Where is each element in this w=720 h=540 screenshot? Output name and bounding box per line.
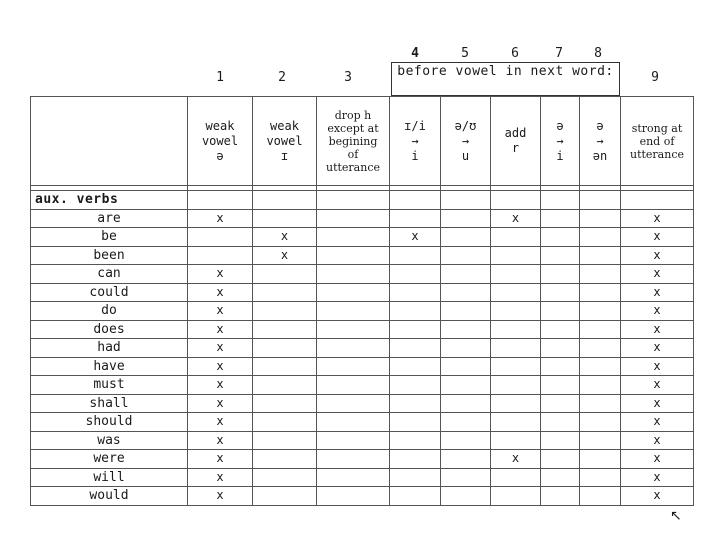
mark-cell-c3 <box>317 376 390 395</box>
mark-cell-c3 <box>317 209 390 228</box>
mark-cell-c8 <box>580 413 621 432</box>
verb-cell: do <box>31 302 188 321</box>
mark-cell-c6 <box>491 357 541 376</box>
mark-cell-c8 <box>580 283 621 302</box>
mark-cell-c1 <box>188 228 253 247</box>
mark-cell-c2 <box>253 450 317 469</box>
verb-cell: was <box>31 431 188 450</box>
mark-cell-c9: x <box>621 487 694 506</box>
mark-cell-c9: x <box>621 339 694 358</box>
header-c7 <box>541 97 580 186</box>
header-c9 <box>621 97 694 186</box>
mark-cell-c3 <box>317 246 390 265</box>
header-line: vowel <box>266 133 303 148</box>
verb-cell: were <box>31 450 188 469</box>
table-row <box>31 487 694 506</box>
header-line: utterance <box>325 160 380 174</box>
header-c2 <box>253 97 317 186</box>
mark-cell-c4 <box>390 283 441 302</box>
mark-cell-c9: x <box>621 431 694 450</box>
mark-cell-c3 <box>317 431 390 450</box>
mark-cell-c3 <box>317 283 390 302</box>
table-row <box>31 265 694 284</box>
mark-cell-c7 <box>541 209 580 228</box>
table-row <box>31 394 694 413</box>
header-line: i <box>556 148 564 163</box>
mark-cell-c5 <box>441 265 491 284</box>
mark-cell-c7 <box>541 283 580 302</box>
verb-cell: must <box>31 376 188 395</box>
mark-cell-c3 <box>317 394 390 413</box>
table-row <box>31 283 694 302</box>
mark-cell-c7 <box>541 394 580 413</box>
mark-cell-c7 <box>541 265 580 284</box>
table-row <box>31 339 694 358</box>
header-row <box>31 97 694 186</box>
column-number-3: 3 <box>344 70 352 85</box>
mark-cell-c4 <box>390 413 441 432</box>
header-line: ə/ʊ <box>454 118 477 133</box>
mark-cell-c1: x <box>188 320 253 339</box>
mark-cell-c1: x <box>188 357 253 376</box>
mark-cell-c2 <box>253 283 317 302</box>
mark-cell-c6 <box>491 394 541 413</box>
header-line: end of <box>639 134 675 148</box>
mark-cell-c3 <box>317 413 390 432</box>
mark-cell-c3 <box>317 339 390 358</box>
column-number-9: 9 <box>651 70 659 85</box>
verb-cell: will <box>31 468 188 487</box>
mark-cell-c3 <box>317 487 390 506</box>
mark-cell-c6: x <box>491 450 541 469</box>
mark-cell-c7 <box>541 450 580 469</box>
header-line: → <box>556 133 564 148</box>
header-c5 <box>441 97 491 186</box>
header-line: → <box>411 133 419 148</box>
mark-cell-c3 <box>317 357 390 376</box>
header-c4 <box>390 97 441 186</box>
header-c1 <box>188 97 253 186</box>
header-blank <box>31 97 188 186</box>
column-number-2: 2 <box>278 70 286 85</box>
mark-cell-c1: x <box>188 339 253 358</box>
mark-cell-c2 <box>253 302 317 321</box>
mark-cell-c2 <box>253 339 317 358</box>
header-line: drop h <box>334 108 372 122</box>
mark-cell-c7 <box>541 228 580 247</box>
mark-cell-c5 <box>441 283 491 302</box>
mark-cell-c4 <box>390 209 441 228</box>
column-number-6: 6 <box>511 46 519 61</box>
header-line: → <box>461 133 470 148</box>
mark-cell-c2 <box>253 320 317 339</box>
verb-cell: could <box>31 283 188 302</box>
mark-cell-c8 <box>580 320 621 339</box>
mark-cell-c9: x <box>621 394 694 413</box>
mark-cell-c8 <box>580 376 621 395</box>
header-line: of <box>347 147 359 161</box>
mark-cell-c6 <box>491 246 541 265</box>
header-c6 <box>491 97 541 186</box>
mark-cell-c9: x <box>621 413 694 432</box>
mark-cell-c5 <box>441 468 491 487</box>
mark-cell-c1: x <box>188 431 253 450</box>
verb-cell: would <box>31 487 188 506</box>
column-number-1: 1 <box>216 70 224 85</box>
mark-cell-c8 <box>580 357 621 376</box>
mark-cell-c1: x <box>188 283 253 302</box>
mark-cell-c4 <box>390 265 441 284</box>
header-line: except at <box>327 121 379 135</box>
mark-cell-c6 <box>491 487 541 506</box>
section-row <box>31 191 694 210</box>
table-row <box>31 376 694 395</box>
mark-cell-c3 <box>317 468 390 487</box>
mark-cell-c6 <box>491 320 541 339</box>
table-row <box>31 246 694 265</box>
mark-cell-c4 <box>390 487 441 506</box>
mark-cell-c9: x <box>621 209 694 228</box>
mark-cell-c4: x <box>390 228 441 247</box>
mark-cell-c9: x <box>621 468 694 487</box>
mark-cell-c4 <box>390 468 441 487</box>
header-line: add <box>504 126 527 140</box>
table-row <box>31 320 694 339</box>
mark-cell-c1: x <box>188 209 253 228</box>
verb-cell: be <box>31 228 188 247</box>
verb-cell: does <box>31 320 188 339</box>
mark-cell-c1: x <box>188 468 253 487</box>
table-row <box>31 468 694 487</box>
mark-cell-c8 <box>580 228 621 247</box>
mark-cell-c7 <box>541 468 580 487</box>
mark-cell-c1: x <box>188 376 253 395</box>
mark-cell-c4 <box>390 320 441 339</box>
header-line: ɪ <box>280 148 289 163</box>
verb-cell: are <box>31 209 188 228</box>
mark-cell-c5 <box>441 320 491 339</box>
mark-cell-c5 <box>441 431 491 450</box>
mark-cell-c5 <box>441 228 491 247</box>
mark-cell-c2 <box>253 357 317 376</box>
mark-cell-c9: x <box>621 450 694 469</box>
verb-cell: had <box>31 339 188 358</box>
mark-cell-c5 <box>441 209 491 228</box>
mark-cell-c9: x <box>621 357 694 376</box>
mark-cell-c6 <box>491 431 541 450</box>
verb-cell: can <box>31 265 188 284</box>
mark-cell-c8 <box>580 246 621 265</box>
mark-cell-c2 <box>253 265 317 284</box>
mark-cell-c1: x <box>188 394 253 413</box>
table-row <box>31 431 694 450</box>
mark-cell-c9: x <box>621 246 694 265</box>
mark-cell-c3 <box>317 320 390 339</box>
header-line: strong at <box>631 121 683 135</box>
mark-cell-c9: x <box>621 265 694 284</box>
mark-cell-c2 <box>253 376 317 395</box>
header-c8 <box>580 97 621 186</box>
mark-cell-c1: x <box>188 302 253 321</box>
header-line: u <box>461 148 470 163</box>
mark-cell-c6 <box>491 468 541 487</box>
mark-cell-c6 <box>491 413 541 432</box>
mark-cell-c3 <box>317 228 390 247</box>
group-header-label: before vowel in next word: <box>397 64 614 79</box>
mark-cell-c3 <box>317 450 390 469</box>
mark-cell-c2: x <box>253 246 317 265</box>
mark-cell-c2 <box>253 209 317 228</box>
mark-cell-c2 <box>253 431 317 450</box>
mark-cell-c5 <box>441 339 491 358</box>
header-c3 <box>317 97 390 186</box>
mark-cell-c6 <box>491 302 541 321</box>
mark-cell-c7 <box>541 487 580 506</box>
mark-cell-c9: x <box>621 283 694 302</box>
mouse-cursor-icon: ↖ <box>670 508 682 524</box>
mark-cell-c8 <box>580 209 621 228</box>
mark-cell-c8 <box>580 450 621 469</box>
table-row <box>31 302 694 321</box>
mark-cell-c4 <box>390 450 441 469</box>
mark-cell-c4 <box>390 339 441 358</box>
mark-cell-c4 <box>390 302 441 321</box>
mark-cell-c7 <box>541 413 580 432</box>
header-line: i <box>411 148 419 163</box>
mark-cell-c5 <box>441 357 491 376</box>
mark-cell-c6 <box>491 376 541 395</box>
mark-cell-c8 <box>580 265 621 284</box>
mark-cell-c1: x <box>188 450 253 469</box>
table-row <box>31 413 694 432</box>
table-row <box>31 209 694 228</box>
mark-cell-c5 <box>441 413 491 432</box>
table-row <box>31 228 694 247</box>
header-line: weak <box>270 118 299 133</box>
mark-cell-c7 <box>541 376 580 395</box>
mark-cell-c8 <box>580 394 621 413</box>
mark-cell-c2 <box>253 487 317 506</box>
mark-cell-c6 <box>491 339 541 358</box>
mark-cell-c1 <box>188 246 253 265</box>
mark-cell-c3 <box>317 265 390 284</box>
header-line: ɪ/i <box>404 118 426 133</box>
mark-cell-c4 <box>390 394 441 413</box>
mark-cell-c6 <box>491 265 541 284</box>
mark-cell-c4 <box>390 357 441 376</box>
mark-cell-c6 <box>491 283 541 302</box>
mark-cell-c8 <box>580 487 621 506</box>
mark-cell-c3 <box>317 302 390 321</box>
mark-cell-c1: x <box>188 487 253 506</box>
header-line: → <box>596 133 604 148</box>
mark-cell-c8 <box>580 431 621 450</box>
mark-cell-c2 <box>253 468 317 487</box>
mark-cell-c9: x <box>621 228 694 247</box>
mark-cell-c7 <box>541 431 580 450</box>
mark-cell-c6 <box>491 228 541 247</box>
verb-cell: should <box>31 413 188 432</box>
mark-cell-c7 <box>541 339 580 358</box>
header-line: begining <box>328 134 378 148</box>
header-line: weak <box>205 118 235 133</box>
mark-cell-c5 <box>441 376 491 395</box>
mark-cell-c4 <box>390 376 441 395</box>
mark-cell-c5 <box>441 302 491 321</box>
mark-cell-c9: x <box>621 320 694 339</box>
column-number-7: 7 <box>555 46 563 61</box>
mark-cell-c5 <box>441 394 491 413</box>
mark-cell-c4 <box>390 246 441 265</box>
column-number-8: 8 <box>594 46 602 61</box>
verb-cell: been <box>31 246 188 265</box>
verb-cell: have <box>31 357 188 376</box>
header-line: ə <box>596 118 604 133</box>
mark-cell-c8 <box>580 468 621 487</box>
mark-cell-c2: x <box>253 228 317 247</box>
mark-cell-c2 <box>253 413 317 432</box>
mark-cell-c9: x <box>621 302 694 321</box>
header-line: ə <box>216 148 224 163</box>
mark-cell-c4 <box>390 431 441 450</box>
mark-cell-c7 <box>541 246 580 265</box>
verb-cell: shall <box>31 394 188 413</box>
phonetics-table <box>30 96 694 506</box>
table-row <box>31 450 694 469</box>
mark-cell-c2 <box>253 394 317 413</box>
mark-cell-c1: x <box>188 413 253 432</box>
mark-cell-c5 <box>441 487 491 506</box>
header-line: utterance <box>629 147 684 161</box>
header-line: vowel <box>201 133 239 148</box>
table-row <box>31 357 694 376</box>
column-number-4: 4 <box>411 46 419 61</box>
header-line: r <box>511 141 520 155</box>
mark-cell-c7 <box>541 302 580 321</box>
mark-cell-c7 <box>541 357 580 376</box>
section-title: aux. verbs <box>31 191 188 210</box>
mark-cell-c5 <box>441 450 491 469</box>
mark-cell-c8 <box>580 302 621 321</box>
header-line: ən <box>592 148 608 163</box>
mark-cell-c5 <box>441 246 491 265</box>
mark-cell-c6: x <box>491 209 541 228</box>
mark-cell-c8 <box>580 339 621 358</box>
header-line: ə <box>556 118 564 133</box>
mark-cell-c1: x <box>188 265 253 284</box>
mark-cell-c9: x <box>621 376 694 395</box>
column-number-5: 5 <box>461 46 469 61</box>
mark-cell-c7 <box>541 320 580 339</box>
